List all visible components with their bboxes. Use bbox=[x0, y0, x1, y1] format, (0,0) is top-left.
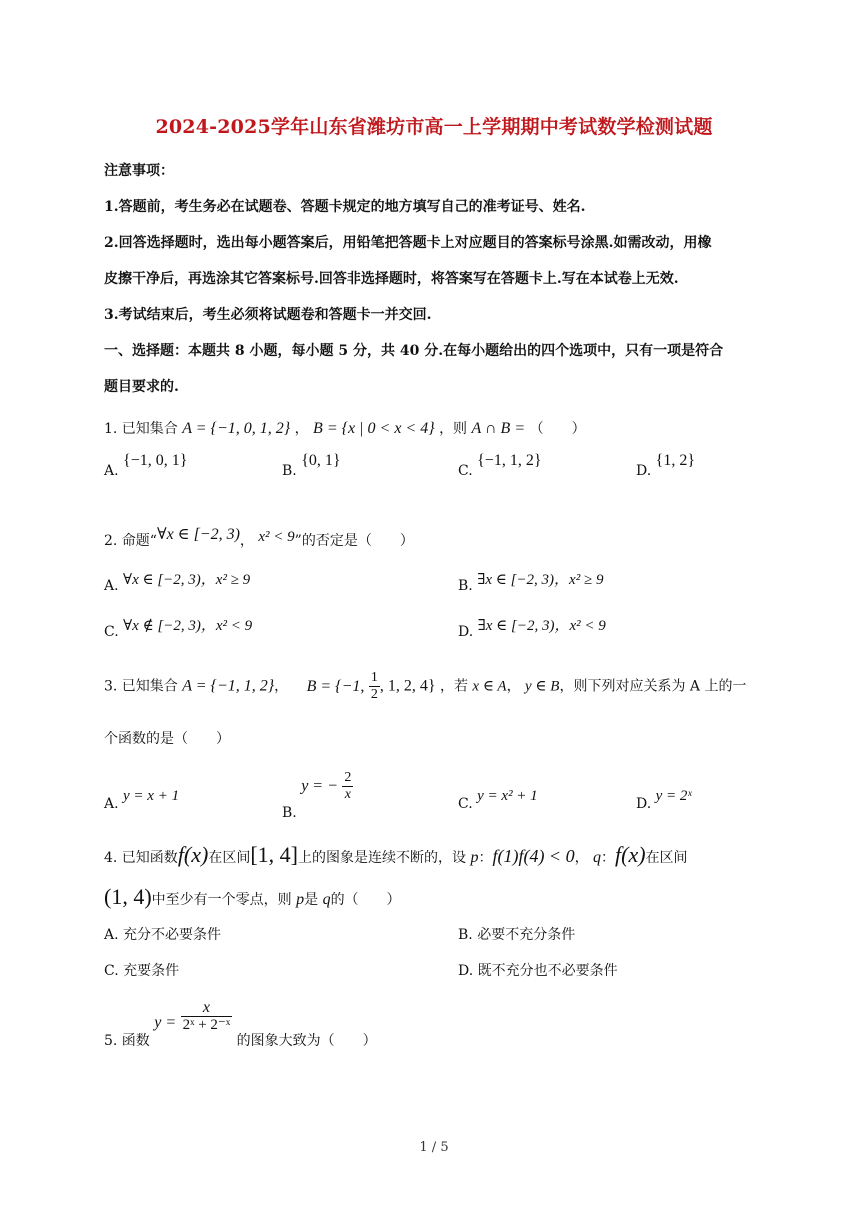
q4-text-1: 在区间 bbox=[208, 850, 251, 866]
q4-text-6: 在区间 bbox=[645, 850, 688, 866]
notes-item-1: 1.答题前，考生务必在试题卷、答题卡规定的地方填写自己的准考证号、姓名. bbox=[104, 199, 586, 215]
q1-set-a: A = {−1, 0, 1, 2} bbox=[182, 420, 291, 437]
q2-option-d bbox=[458, 620, 606, 641]
q4-option-c: C. 充要条件 bbox=[104, 963, 180, 979]
q2-option-b-value: ∃x ∈ [−2, 3)，x² ≥ 9 bbox=[477, 572, 604, 588]
q1-option-d-label: D. bbox=[636, 463, 652, 479]
q1-paren: （ ） bbox=[529, 421, 586, 437]
section-1-intro-line-1: 一、选择题：本题共 8 小题，每小题 5 分，共 40 分.在每小题给出的四个选项中，只有一项是符合 bbox=[104, 343, 724, 359]
q1-option-a-label: A. bbox=[104, 463, 119, 479]
q3-condition-1: x ∈ A bbox=[472, 678, 507, 695]
q5-fraction bbox=[181, 1000, 233, 1033]
q5-lead: y = bbox=[154, 1014, 177, 1031]
question-1-stem bbox=[104, 418, 586, 438]
q5-denominator: 2ˣ + 2⁻ˣ bbox=[182, 1017, 231, 1033]
q3-option-c-value: y = x² + 1 bbox=[477, 788, 538, 804]
q2-option-c-value: ∀x ∉ [−2, 3)，x² < 9 bbox=[123, 618, 253, 634]
q2-option-b-label: B. bbox=[458, 578, 473, 594]
q3-fraction-numerator: 1 bbox=[370, 670, 378, 685]
q1-option-b-label: B. bbox=[282, 463, 297, 479]
q4-option-d: D. 既不充分也不必要条件 bbox=[458, 963, 618, 979]
q4-interval-2: (1, 4) bbox=[104, 884, 152, 909]
notes-item-2b: 皮擦干净后，再选涂其它答案标号.回答非选择题时，将答案写在答题卡上.写在本试卷上无效. bbox=[104, 271, 679, 287]
q3-set-b-lead: B = {−1, bbox=[306, 677, 365, 695]
question-5-stem bbox=[104, 999, 377, 1049]
q4-q: q bbox=[593, 849, 602, 866]
notes-item-2a: 2.回答选择题时，选出每小题答案后，用铅笔把答题卡上对应题目的答案标号涂黑.如需改动，用橡 bbox=[104, 235, 712, 251]
q1-option-a-value: {−1, 0, 1} bbox=[123, 452, 188, 469]
q3-option-d-label: D. bbox=[636, 796, 652, 812]
q3-option-d-value: y = 2ˣ bbox=[655, 788, 692, 804]
q4-text-5: ： bbox=[601, 850, 616, 866]
q4-option-a: A. 充分不必要条件 bbox=[104, 927, 222, 943]
q5-numerator: x bbox=[181, 1000, 233, 1017]
q3-stem-line-2: 个函数的是（ ） bbox=[104, 731, 230, 747]
q3-option-c bbox=[458, 788, 538, 813]
q1-mid: ，则 bbox=[439, 421, 468, 437]
q4-text-2: 上的图象是连续不断的，设 bbox=[298, 850, 466, 866]
q3-option-b-numerator: 2 bbox=[344, 770, 352, 785]
q3-set-b-tail: , 1, 2, 4} bbox=[379, 677, 436, 695]
q1-option-d-value: {1, 2} bbox=[655, 452, 695, 469]
q1-expression: A ∩ B = bbox=[471, 420, 526, 437]
q4-condition: f(1)f(4) < 0 bbox=[492, 846, 575, 866]
q1-prefix: 1. 已知集合 bbox=[104, 421, 178, 437]
question-2-stem bbox=[104, 526, 414, 550]
q3-option-b-denominator: x bbox=[344, 787, 351, 802]
q2-option-a-value: ∀x ∈ [−2, 3)，x² ≥ 9 bbox=[123, 572, 251, 588]
q3-option-d bbox=[636, 788, 692, 813]
section-1-intro-line-2: 题目要求的. bbox=[104, 379, 179, 395]
page-number: 1 / 5 bbox=[419, 1140, 449, 1155]
q2-option-d-label: D. bbox=[458, 624, 474, 640]
q2-suffix: ”的否定是（ ） bbox=[294, 533, 414, 549]
q4-p: p bbox=[470, 849, 479, 866]
q3-option-a-value: y = x + 1 bbox=[123, 788, 180, 804]
q4-text-4: ， bbox=[574, 850, 589, 866]
q1-option-b bbox=[282, 452, 341, 480]
q3-sep: ， bbox=[274, 678, 289, 695]
q3-sep-2: ， bbox=[506, 678, 521, 695]
q4-text-9: 的（ ） bbox=[330, 892, 401, 908]
q5-prefix: 5. 函数 bbox=[104, 1033, 150, 1049]
q1-option-c-label: C. bbox=[458, 463, 473, 479]
notes-heading: 注意事项： bbox=[104, 163, 174, 179]
q3-option-c-label: C. bbox=[458, 796, 473, 812]
q2-option-a-label: A. bbox=[104, 578, 119, 594]
q2-inequality: x² < 9 bbox=[258, 529, 295, 545]
q2-option-b bbox=[458, 574, 603, 595]
q3-mid: ，若 bbox=[439, 678, 468, 695]
q2-option-d-value: ∃x ∈ [−2, 3)，x² < 9 bbox=[477, 618, 606, 634]
q3-option-a-label: A. bbox=[104, 796, 119, 812]
q4-text-3: ： bbox=[478, 850, 493, 866]
q1-option-c-value: {−1, 1, 2} bbox=[477, 452, 542, 469]
q1-sep: ， bbox=[294, 421, 309, 437]
q1-option-b-value: {0, 1} bbox=[301, 452, 341, 469]
q3-option-a bbox=[104, 788, 180, 813]
q2-option-a bbox=[104, 574, 250, 595]
q4-function-2: f(x) bbox=[615, 842, 646, 867]
q4-option-b: B. 必要不充分条件 bbox=[458, 927, 576, 943]
q3-fraction bbox=[369, 670, 380, 703]
q4-text-7: 中至少有一个零点，则 bbox=[151, 892, 292, 908]
q4-q-2: q bbox=[322, 891, 331, 908]
q4-p-2: p bbox=[296, 891, 305, 908]
q1-option-c bbox=[458, 452, 542, 480]
notes-item-3: 3.考试结束后，考生必须将试题卷和答题卡一并交回. bbox=[104, 307, 432, 323]
q2-prefix: 2. 命题“ bbox=[104, 533, 157, 549]
q1-option-d bbox=[636, 452, 695, 480]
q2-option-c-label: C. bbox=[104, 624, 119, 640]
q2-sep: ， bbox=[239, 533, 254, 549]
q3-fraction-denominator: 2 bbox=[370, 687, 378, 702]
q3-condition-2: y ∈ B bbox=[525, 678, 560, 695]
q3-option-b bbox=[282, 770, 353, 821]
question-4-stem-line-2 bbox=[104, 884, 401, 910]
q3-option-b-lead: y = − bbox=[301, 777, 338, 795]
question-4-stem bbox=[104, 842, 688, 868]
q4-prefix: 4. 已知函数 bbox=[104, 850, 178, 866]
q3-suffix: ，则下列对应关系为 A 上的一 bbox=[559, 678, 747, 695]
q1-option-a bbox=[104, 452, 188, 480]
question-3-stem bbox=[104, 670, 746, 703]
q2-option-c bbox=[104, 620, 252, 641]
q4-text-8: 是 bbox=[304, 892, 319, 908]
q5-suffix: 的图象大致为（ ） bbox=[236, 1033, 377, 1049]
q3-option-b-label: B. bbox=[282, 804, 297, 821]
q1-set-b: B = {x | 0 < x < 4} bbox=[313, 420, 435, 437]
q3-option-b-fraction bbox=[342, 770, 353, 803]
page-title: 2024-2025学年山东省潍坊市高一上学期期中考试数学检测试题 bbox=[155, 116, 713, 138]
q3-prefix: 3. 已知集合 bbox=[104, 678, 178, 695]
q4-function: f(x) bbox=[177, 842, 209, 867]
q4-interval: [1, 4] bbox=[250, 842, 298, 867]
q3-set-a: A = {−1, 1, 2} bbox=[182, 677, 275, 695]
q2-condition: ∀x ∈ [−2, 3) bbox=[156, 526, 240, 543]
